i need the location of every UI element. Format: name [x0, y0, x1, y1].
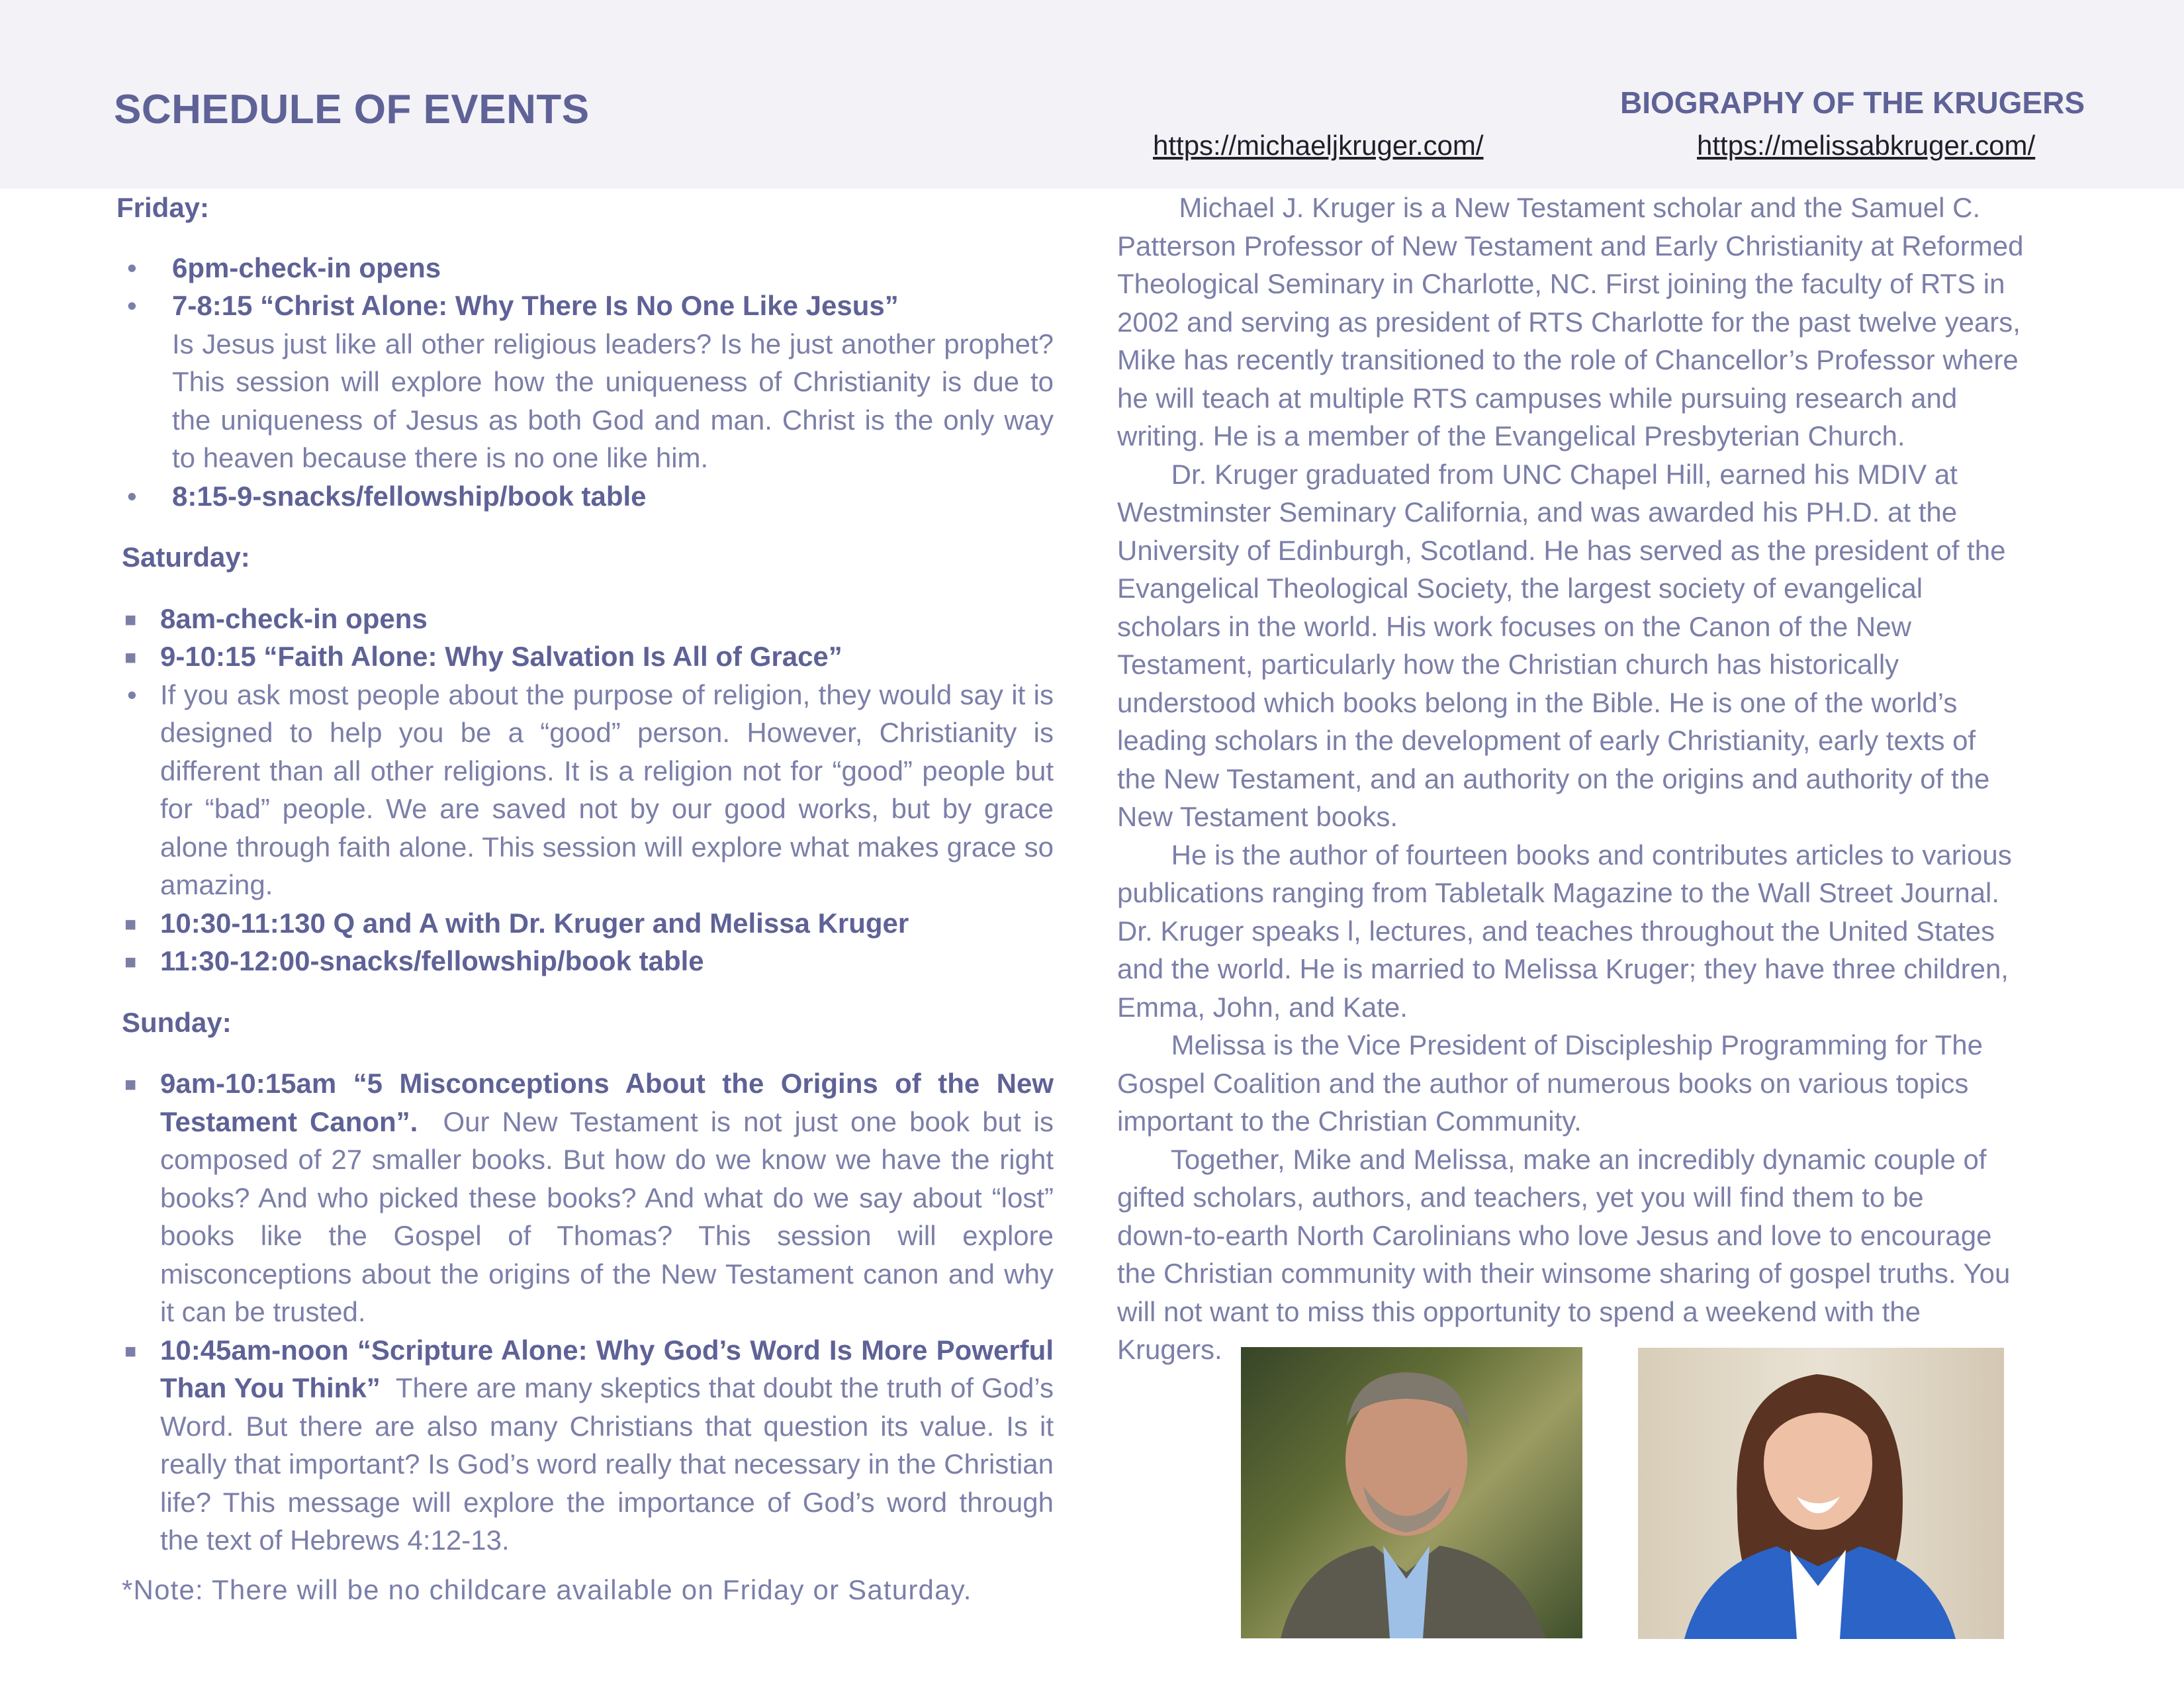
- saturday-list: [118, 600, 1054, 980]
- schedule-title: SCHEDULE OF EVENTS: [114, 87, 590, 132]
- bio-line: University of Edinburgh, Scotland. He has served as the president of the: [1117, 534, 2006, 566]
- childcare-note: *Note: There will be no childcare available on Friday or Saturday.: [122, 1573, 972, 1605]
- bio-line: Melissa is the Vice President of Discipleship Programming for The: [1117, 1029, 1983, 1060]
- bullet-icon: •: [127, 480, 137, 512]
- schedule-column: [118, 189, 1054, 1609]
- list-item: [118, 1064, 1054, 1331]
- saturday-item-checkin: 8am-check-in opens: [160, 602, 428, 634]
- list-item: [118, 287, 1054, 325]
- bio-line: leading scholars in the development of early Christianity, early texts of: [1117, 725, 1976, 756]
- sunday-item2-title: 10:45am-noon “Scripture Alone: Why God’s Word Is More Powerful Than You Think”: [160, 1334, 1054, 1403]
- bio-line: 2002 and serving as president of RTS Charlotte for the past twelve years,: [1117, 306, 2021, 338]
- bio-line: Dr. Kruger graduated from UNC Chapel Hill, earned his MDIV at: [1117, 458, 1958, 490]
- bullet-icon: •: [127, 252, 137, 283]
- portrait-woman-icon: [1638, 1348, 2004, 1639]
- biography-column: [1117, 189, 2086, 1369]
- friday-item-snacks: 8:15-9-snacks/fellowship/book table: [172, 480, 647, 512]
- bio-line: New Testament books.: [1117, 801, 1398, 832]
- friday-session-description: Is Jesus just like all other religious leaders? Is he just another prophet? This session will explore how the uniqueness of Christianity is due to the uniqueness of Jesus as both God and man. Christ is the only way to heaven because there is no one like him.: [172, 328, 1054, 473]
- square-bullet-icon: ■: [124, 1340, 137, 1362]
- melissa-kruger-link[interactable]: https://melissabkruger.com/: [1697, 130, 2036, 161]
- saturday-heading: Saturday:: [122, 541, 250, 573]
- melissa-kruger-photo: [1638, 1348, 2004, 1639]
- bio-line: publications ranging from Tabletalk Magazine to the Wall Street Journal.: [1117, 877, 2000, 908]
- bio-line: Krugers.: [1117, 1334, 1222, 1365]
- sunday-heading: Sunday:: [122, 1006, 232, 1038]
- bio-line: and the world. He is married to Melissa Kruger; they have three children,: [1117, 953, 2009, 984]
- biography-title: BIOGRAPHY OF THE KRUGERS: [1620, 85, 2085, 120]
- bio-paragraph-4: [1117, 1026, 2086, 1141]
- sunday-item1-description: Our New Testament is not just one book but is composed of 27 smaller books. But how do we know we have the right books? And who picked these books? And what do we say about “lost” books like the Gospel of Thomas? This session will explore misconceptions about the origins of the New Testament canon and why it can be trusted.: [160, 1105, 1054, 1327]
- friday-list-2: [118, 477, 1054, 516]
- square-bullet-icon: ■: [124, 647, 137, 669]
- sunday-item1-title: 9am-10:15am “5 Misconceptions About the Origins of the New Testament Canon”.: [160, 1068, 1054, 1137]
- list-item: [118, 637, 1054, 676]
- square-bullet-icon: ■: [124, 1074, 137, 1096]
- bio-line: Gospel Coalition and the author of numerous books on various topics: [1117, 1067, 1969, 1099]
- list-item: [118, 477, 1054, 516]
- bio-line: Testament, particularly how the Christian church has historically: [1117, 649, 1899, 680]
- square-bullet-icon: ■: [124, 608, 137, 631]
- bio-line: Emma, John, and Kate.: [1117, 991, 1408, 1023]
- bullet-icon: •: [127, 679, 137, 710]
- saturday-item-session: 9-10:15 “Faith Alone: Why Salvation Is All of Grace”: [160, 641, 842, 672]
- list-item: [118, 676, 1054, 904]
- saturday-item-qa: 10:30-11:130 Q and A with Dr. Kruger and Melissa Kruger: [160, 907, 909, 939]
- bio-line: he will teach at multiple RTS campuses while pursuing research and: [1117, 382, 1958, 414]
- bio-line: He is the author of fourteen books and contributes articles to various: [1117, 839, 2012, 870]
- list-item: [118, 600, 1054, 638]
- bio-line: the New Testament, and an authority on the origins and authority of the: [1117, 763, 1990, 794]
- square-bullet-icon: ■: [124, 913, 137, 935]
- square-bullet-icon: ■: [124, 951, 137, 973]
- bio-line: gifted scholars, authors, and teachers, yet you will find them to be: [1117, 1182, 1924, 1213]
- bio-line: Evangelical Theological Society, the largest society of evangelical: [1117, 573, 1923, 604]
- friday-list: [118, 249, 1054, 325]
- bio-line: Patterson Professor of New Testament and Early Christianity at Reformed: [1117, 230, 2024, 261]
- bio-line: the Christian community with their winsome sharing of gospel truths. You: [1117, 1258, 2011, 1289]
- sunday-list: [118, 1064, 1054, 1560]
- list-item: [118, 1331, 1054, 1560]
- friday-item-checkin: 6pm-check-in opens: [172, 252, 441, 283]
- friday-item-session: 7-8:15 “Christ Alone: Why There Is No One Like Jesus”: [172, 290, 899, 321]
- saturday-session-description: If you ask most people about the purpose of religion, they would say it is designed to help you be a “good” person. However, Christianity is different than all other religions. It is a religion not for “good” people but for “bad” people. We are saved not by our good works, but by grace alone through faith alone. This session will explore what makes grace so amazing.: [160, 679, 1054, 900]
- michael-kruger-photo: [1241, 1347, 1582, 1638]
- bio-line: important to the Christian Community.: [1117, 1105, 1582, 1137]
- friday-heading: Friday:: [116, 192, 210, 223]
- bio-line: writing. He is a member of the Evangelical Presbyterian Church.: [1117, 420, 1905, 451]
- list-item: [118, 249, 1054, 287]
- bio-line: Dr. Kruger speaks l, lectures, and teaches throughout the United States: [1117, 915, 1995, 947]
- michael-kruger-link[interactable]: https://michaeljkruger.com/: [1153, 130, 1484, 161]
- list-item: [118, 904, 1054, 943]
- sunday-item2-description: There are many skeptics that doubt the truth of God’s Word. But there are also many Christians that question its value. Is it really that important? Is God’s word really that necessary in the Christian life? This message will explore the importance of God’s word through the text of Hebrews 4:12-13.: [160, 1372, 1054, 1556]
- bio-paragraph-3: [1117, 836, 2086, 1027]
- bio-line: scholars in the world. His work focuses on the Canon of the New: [1117, 610, 1911, 642]
- bio-line: Michael J. Kruger is a New Testament scholar and the Samuel C.: [1117, 192, 1981, 223]
- list-item: [118, 942, 1054, 980]
- bio-paragraph-1: [1117, 189, 2086, 455]
- bio-paragraph-5: [1117, 1141, 2086, 1369]
- bullet-icon: •: [127, 290, 137, 321]
- bio-line: will not want to miss this opportunity to spend a weekend with the: [1117, 1295, 1921, 1327]
- bio-line: understood which books belong in the Bible. He is one of the world’s: [1117, 686, 1958, 718]
- bio-paragraph-2: [1117, 455, 2086, 836]
- bio-line: Theological Seminary in Charlotte, NC. First joining the faculty of RTS in: [1117, 268, 2005, 299]
- saturday-item-snacks: 11:30-12:00-snacks/fellowship/book table: [160, 945, 704, 976]
- bio-line: Westminster Seminary California, and was awarded his PH.D. at the: [1117, 496, 1958, 528]
- bio-line: Mike has recently transitioned to the role of Chancellor’s Professor where: [1117, 344, 2019, 375]
- bio-line: down-to-earth North Carolinians who love Jesus and love to encourage: [1117, 1219, 1992, 1251]
- bio-line: Together, Mike and Melissa, make an incredibly dynamic couple of: [1117, 1143, 1987, 1175]
- portrait-man-icon: [1241, 1347, 1582, 1638]
